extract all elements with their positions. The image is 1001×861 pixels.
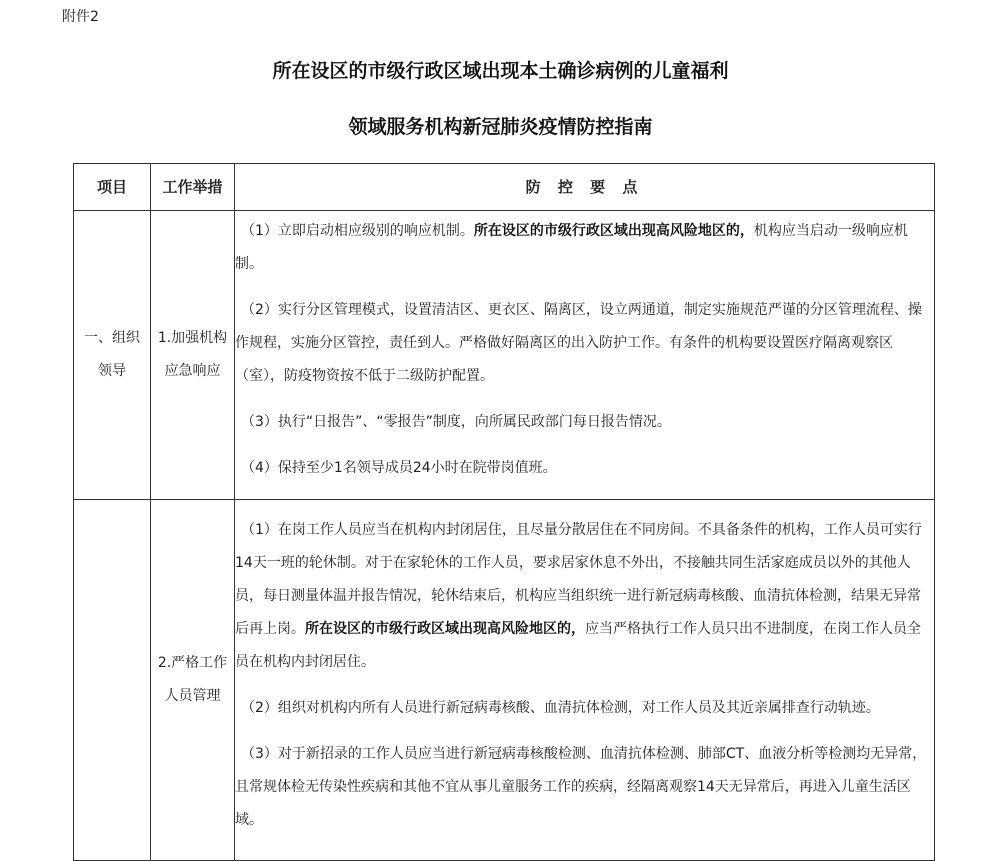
measure-cell [151, 500, 235, 861]
table-row [74, 211, 935, 500]
document-title-line-1: 所在设区的市级行政区域出现本土确诊病例的儿童福利 [272, 60, 729, 82]
document-title-line-2: 领域服务机构新冠肺炎疫情防控指南 [348, 116, 653, 138]
key-point: （3）执行“日报告”、“零报告”制度，向所属民政部门每日报告情况。 [241, 414, 671, 430]
highlight-text: 所在设区的市级行政区域出现高风险地区的， [305, 620, 585, 637]
highlight-text: 所在设区的市级行政区域出现高风险地区的， [473, 223, 754, 239]
key-point: （1）在岗工作人员应当在机构内封闭居住，且尽量分散居住在不同房间。不具备条件的机构，工作人员可实行14天一班的轮休制。对于在家轮休的工作人员，要求居家休息不外出，不接触共同生活家庭成员以外的其他人员，每日测量体温并报告情况，轮休结束后，机构应当组织统一进行新冠病毒核酸、血清抗体检测，结果无异常后再上岗。所在设区的市级行政区域出现高风险地区的，应当严格执行工作人员只出不进制度，在岗工作人员全员在机构内封闭居住。 [235, 521, 922, 670]
attachment-label: 附件2 [62, 9, 99, 25]
key-point: （3）对于新招录的工作人员应当进行新冠病毒核酸检测、血清抗体检测、肺部CT、血液分析等检测均无异常，且常规体检无传染性疾病和其他不宜从事儿童服务工作的疾病，经隔离观察14天无异常后，再进入儿童生活区域。 [235, 745, 927, 828]
measure-label-line: 1.加强机构 [157, 330, 228, 346]
key-point: （4）保持至少1名领导成员24小时在院带岗值班。 [241, 460, 557, 476]
item-label-line: 一、组织 [84, 330, 140, 346]
item-cell [74, 211, 151, 500]
key-point: （2）实行分区管理模式，设置清洁区、更衣区、隔离区，设立两通道，制定实施规范严谨的分区管理流程、操作规程，实施分区管控，责任到人。严格做好隔离区的出入防护工作。有条件的机构要设置医疗隔离观察区（室），防疫物资按不低于二级防护配置。 [235, 302, 922, 384]
header-key-points: 防 控 要 点 [235, 164, 935, 211]
table-row [74, 500, 935, 861]
key-point: （1）立即启动相应级别的响应机制。所在设区的市级行政区域出现高风险地区的，机构应当启动一级响应机制。 [235, 223, 908, 272]
key-point: （2）组织对机构内所有人员进行新冠病毒核酸、血清抗体检测，对工作人员及其近亲属排查行动轨迹。 [241, 699, 880, 716]
guideline-table [73, 163, 935, 861]
key-points-cell [235, 211, 935, 500]
item-label-line: 领导 [98, 363, 126, 379]
header-measure: 工作举措 [151, 164, 235, 211]
item-cell [74, 500, 151, 861]
measure-label-line: 人员管理 [164, 688, 221, 704]
table-header-row [74, 164, 935, 211]
measure-cell [151, 211, 235, 500]
key-points-cell [235, 500, 935, 861]
header-item: 项目 [74, 164, 151, 211]
measure-label-line: 应急响应 [164, 363, 221, 379]
measure-label-line: 2.严格工作 [157, 655, 228, 671]
